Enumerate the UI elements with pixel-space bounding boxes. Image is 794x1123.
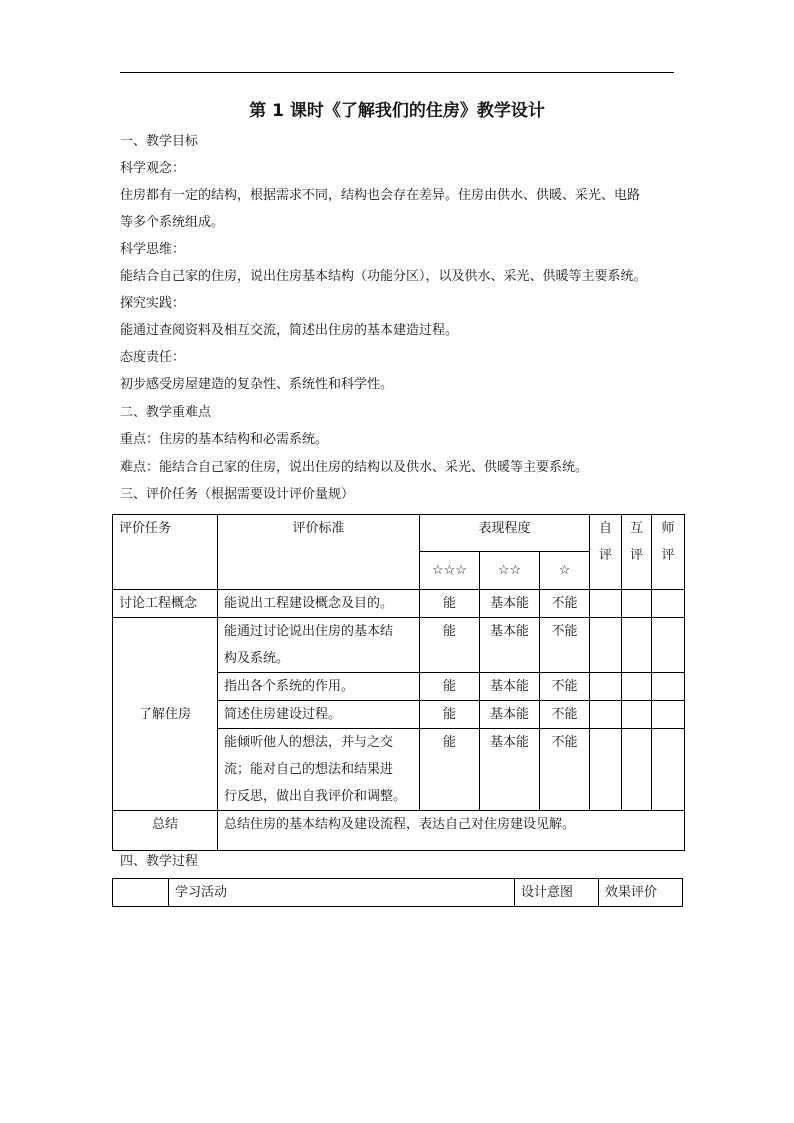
- science-thinking-label: 科学思维：: [120, 242, 186, 257]
- self-eval-cell: [590, 673, 622, 701]
- header-two-stars: ☆☆: [480, 552, 540, 590]
- row-standard: 能倾听他人的想法，并与之交 流；能对自己的想法和结果进 行反思，做出自我评价和调整。: [218, 729, 420, 811]
- level-basic: 基本能: [480, 729, 540, 811]
- header-self: 自 评: [590, 515, 622, 590]
- evaluation-table: [112, 514, 685, 851]
- level-can: 能: [420, 701, 480, 729]
- header-rule: [120, 72, 674, 73]
- science-concept-label: 科学观念：: [120, 161, 186, 176]
- table-row: [113, 618, 685, 673]
- header-intent: 设计意图: [515, 879, 599, 907]
- science-thinking-text: 能结合自己家的住房，说出住房基本结构（功能分区），以及供水、采光、供暖等主要系统。: [120, 269, 647, 284]
- header-one-star: ☆: [540, 552, 590, 590]
- header-activity: 学习活动: [169, 879, 515, 907]
- process-blank-cell: [113, 879, 169, 907]
- teacher-eval-cell: [652, 673, 685, 701]
- header-level: 表现程度: [420, 515, 590, 552]
- level-cannot: 不能: [540, 590, 590, 618]
- section3-heading: 三、评价任务（根据需要设计评价量规）: [120, 487, 355, 502]
- row-task: 讨论工程概念: [113, 590, 218, 618]
- self-eval-cell: [590, 701, 622, 729]
- level-can: 能: [420, 729, 480, 811]
- row-task: 了解住房: [113, 618, 218, 811]
- teacher-eval-cell: [652, 618, 685, 673]
- section1-heading: 一、教学目标: [120, 134, 199, 149]
- summary-text: 总结住房的基本结构及建设流程，表达自己对住房建设见解。: [218, 811, 685, 851]
- level-cannot: 不能: [540, 701, 590, 729]
- level-cannot: 不能: [540, 618, 590, 673]
- teaching-process-table: [112, 878, 683, 907]
- page-title: 第 1 课时《了解我们的住房》教学设计: [249, 101, 545, 121]
- peer-eval-cell: [622, 590, 652, 618]
- row-standard: 简述住房建设过程。: [218, 701, 420, 729]
- header-task: 评价任务: [113, 515, 218, 590]
- self-eval-cell: [590, 618, 622, 673]
- inquiry-label: 探究实践：: [120, 296, 186, 311]
- level-basic: 基本能: [480, 673, 540, 701]
- row-standard: 能说出工程建设概念及目的。: [218, 590, 420, 618]
- level-basic: 基本能: [480, 618, 540, 673]
- level-basic: 基本能: [480, 590, 540, 618]
- row-standard: 能通过讨论说出住房的基本结 构及系统。: [218, 618, 420, 673]
- level-can: 能: [420, 590, 480, 618]
- teacher-eval-cell: [652, 590, 685, 618]
- table-row: [113, 590, 685, 618]
- attitude-text: 初步感受房屋建造的复杂性、系统性和科学性。: [120, 377, 394, 392]
- row-standard: 指出各个系统的作用。: [218, 673, 420, 701]
- peer-eval-cell: [622, 618, 652, 673]
- summary-label: 总结: [113, 811, 218, 851]
- level-can: 能: [420, 673, 480, 701]
- teacher-eval-cell: [652, 701, 685, 729]
- science-concept-line2: 等多个系统组成。: [120, 215, 225, 230]
- level-cannot: 不能: [540, 729, 590, 811]
- section4-heading: 四、教学过程: [120, 854, 199, 869]
- inquiry-text: 能通过查阅资料及相互交流，简述出住房的基本建造过程。: [120, 323, 459, 338]
- attitude-label: 态度责任：: [120, 350, 186, 365]
- self-eval-cell: [590, 729, 622, 811]
- difficulty: 难点：能结合自己家的住房，说出住房的结构以及供水、采光、供暖等主要系统。: [120, 460, 589, 475]
- self-eval-cell: [590, 590, 622, 618]
- peer-eval-cell: [622, 701, 652, 729]
- peer-eval-cell: [622, 673, 652, 701]
- science-concept-line1: 住房都有一定的结构，根据需求不同，结构也会存在差异。住房由供水、供暖、采光、电路: [120, 188, 641, 203]
- summary-row: [113, 811, 685, 851]
- level-can: 能: [420, 618, 480, 673]
- header-teacher: 师 评: [652, 515, 685, 590]
- header-standard: 评价标准: [218, 515, 420, 590]
- level-cannot: 不能: [540, 673, 590, 701]
- level-basic: 基本能: [480, 701, 540, 729]
- header-effect: 效果评价: [599, 879, 683, 907]
- header-peer: 互 评: [622, 515, 652, 590]
- key-point: 重点：住房的基本结构和必需系统。: [120, 432, 329, 447]
- section2-heading: 二、教学重难点: [120, 405, 212, 420]
- teacher-eval-cell: [652, 729, 685, 811]
- header-three-stars: ☆☆☆: [420, 552, 480, 590]
- peer-eval-cell: [622, 729, 652, 811]
